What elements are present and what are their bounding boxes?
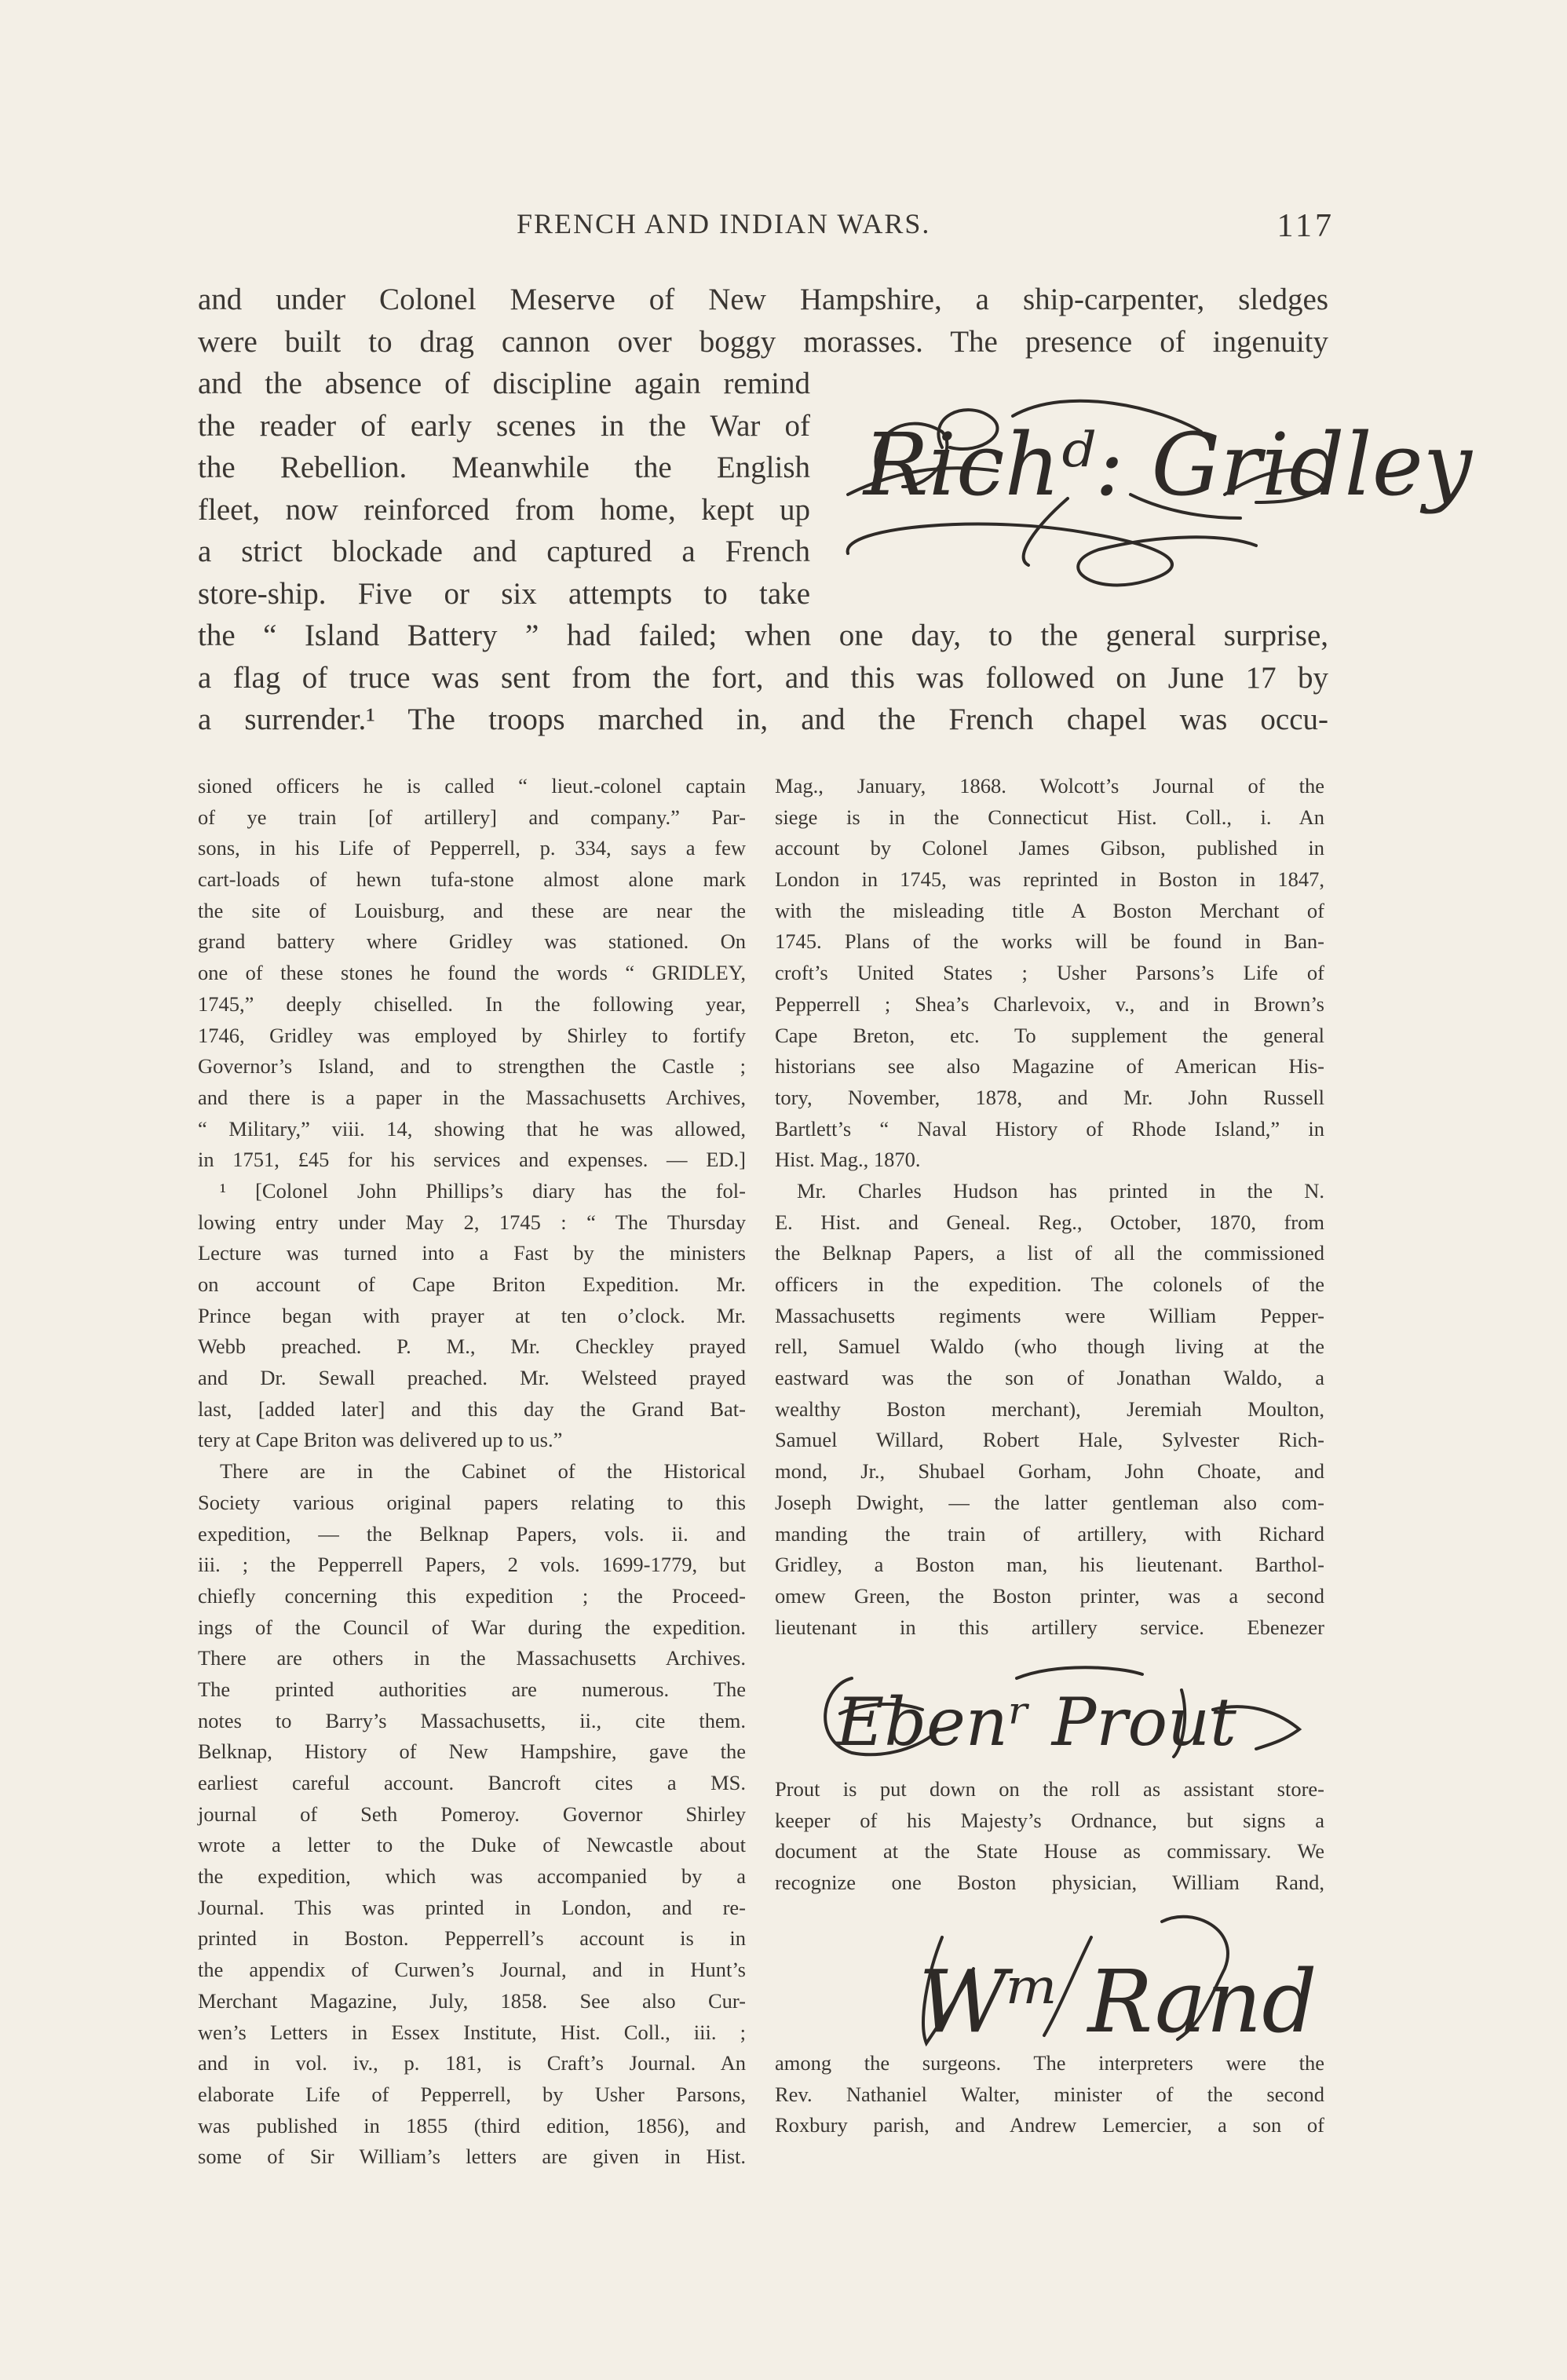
prout-signature-text: Ebenʳ Prout	[836, 1684, 1236, 1761]
page-number: 117	[1277, 208, 1335, 244]
gridley-signature-drawing	[832, 385, 1472, 620]
note-line: 1745,” deeply chiselled. In the following year,	[198, 991, 746, 1016]
main-line: the Rebellion. Meanwhile the English	[198, 451, 810, 484]
note-line: elaborate Life of Pepperrell, by Usher Parsons,	[198, 2082, 746, 2106]
note-line: wealthy Boston merchant), Jeremiah Moulton,	[775, 1396, 1324, 1421]
note-line: Mr. Charles Hudson has printed in the N.	[797, 1178, 1324, 1203]
note-line: document at the State House as commissary. We	[775, 1839, 1324, 1863]
note-line: the Belknap Papers, a list of all the commissioned	[775, 1241, 1324, 1265]
note-line: Society various original papers relating to this	[198, 1490, 746, 1514]
note-line: account by Colonel James Gibson, published in	[775, 836, 1324, 860]
note-line: chiefly concerning this expedition ; the Proceed-	[198, 1583, 746, 1608]
note-line: ¹ [Colonel John Phillips’s diary has the fol-	[220, 1178, 746, 1203]
note-line: ings of the Council of War during the expedition.	[198, 1615, 746, 1639]
prout-signature-drawing	[805, 1655, 1307, 1772]
note-line: and Dr. Sewall preached. Mr. Welsteed prayed	[198, 1366, 746, 1390]
note-line: Samuel Willard, Robert Hale, Sylvester Rich-	[775, 1428, 1324, 1452]
notes-right-column-middle	[775, 1774, 1324, 1899]
note-line: Gridley, a Boston man, his lieutenant. Barthol-	[775, 1553, 1324, 1577]
note-line: “ Military,” viii. 14, showing that he was allowed,	[198, 1116, 746, 1141]
note-line: officers in the expedition. The colonels of the	[775, 1272, 1324, 1296]
main-line: fleet, now reinforced from home, kept up	[198, 492, 810, 527]
note-line: 1746, Gridley was employed by Shirley to fortify	[198, 1023, 746, 1047]
note-line: of ye train [of artillery] and company.” Par-	[198, 805, 746, 829]
note-line: Webb preached. P. M., Mr. Checkley prayed	[198, 1334, 746, 1359]
note-line: There are others in the Massachusetts Archives.	[198, 1646, 746, 1670]
note-line: keeper of his Majesty’s Ordnance, but signs a	[775, 1808, 1324, 1832]
running-title: FRENCH AND INDIAN WARS.	[517, 208, 931, 239]
note-line: eastward was the son of Jonathan Waldo, a	[775, 1366, 1324, 1390]
note-line: wen’s Letters in Essex Institute, Hist. Coll., iii. ;	[198, 2020, 746, 2044]
main-line: and the absence of discipline again remind	[198, 367, 810, 400]
note-line: manding the train of artillery, with Richard	[775, 1521, 1324, 1546]
note-line: Prince began with prayer at ten o’clock. Mr.	[198, 1303, 746, 1327]
note-line: on account of Cape Briton Expedition. Mr.	[198, 1272, 746, 1296]
note-line: in 1751, £45 for his services and expenses. — ED.]	[198, 1148, 746, 1172]
main-line: were built to drag cannon over boggy morasses. The presence of ingenuity	[198, 324, 1328, 359]
note-line: mond, Jr., Shubael Gorham, John Choate, and	[775, 1459, 1324, 1484]
note-line: among the surgeons. The interpreters were the	[775, 2051, 1324, 2075]
main-line: a strict blockade and captured a French	[198, 535, 810, 568]
note-line: Mag., January, 1868. Wolcott’s Journal of the	[775, 774, 1324, 798]
note-line: E. Hist. and Geneal. Reg., October, 1870, from	[775, 1210, 1324, 1234]
note-line: and in vol. iv., p. 181, is Craft’s Journal. An	[198, 2051, 746, 2075]
note-line: journal of Seth Pomeroy. Governor Shirley	[198, 1801, 746, 1826]
main-line: store-ship. Five or six attempts to take	[198, 576, 810, 611]
note-line: some of Sir William’s letters are given in Hist.	[198, 2145, 746, 2169]
note-line: and there is a paper in the Massachusetts Archives,	[198, 1085, 746, 1109]
note-line: sons, in his Life of Pepperrell, p. 334, says a few	[198, 836, 746, 860]
note-line: 1745. Plans of the works will be found in Ban-	[775, 929, 1324, 954]
note-line: last, [added later] and this day the Grand Bat-	[198, 1396, 746, 1421]
notes-left-column	[198, 771, 746, 2173]
note-line: lowing entry under May 2, 1745 : “ The Thursday	[198, 1210, 746, 1234]
prout-signature	[805, 1655, 1307, 1772]
note-line: lieutenant in this artillery service. Ebenezer	[775, 1615, 1324, 1639]
gridley-signature	[832, 385, 1472, 620]
note-line: Massachusetts regiments were William Pepper-	[775, 1303, 1324, 1327]
note-line: tery at Cape Briton was delivered up to us.”	[198, 1428, 563, 1452]
main-line: the reader of early scenes in the War of	[198, 408, 810, 443]
note-line: siege is in the Connecticut Hist. Coll., i. An	[775, 805, 1324, 829]
note-line: Cape Breton, etc. To supplement the general	[775, 1023, 1324, 1047]
note-line: with the misleading title A Boston Merchant of	[775, 898, 1324, 922]
note-line: Joseph Dwight, — the latter gentleman also com-	[775, 1490, 1324, 1514]
note-line: sioned officers he is called “ lieut.-colonel captain	[198, 774, 746, 798]
rand-signature-drawing	[895, 1906, 1317, 2063]
note-line: grand battery where Gridley was stationed. On	[198, 929, 746, 954]
note-line: Pepperrell ; Shea’s Charlevoix, v., and in Brown’s	[775, 991, 1324, 1016]
note-line: was published in 1855 (third edition, 1856), and	[198, 2113, 746, 2137]
notes-right-column	[775, 771, 1324, 1643]
note-line: recognize one Boston physician, William Rand,	[775, 1871, 1324, 1895]
note-line: Hist. Mag., 1870.	[775, 1148, 921, 1172]
note-line: the appendix of Curwen’s Journal, and in Hunt’s	[198, 1958, 746, 1982]
notes-right-column-bottom	[775, 2048, 1324, 2141]
main-line: and under Colonel Meserve of New Hampshire, a ship-carpenter, sledges	[198, 283, 1328, 316]
note-line: printed in Boston. Pepperrell’s account is in	[198, 1926, 746, 1951]
note-line: historians see also Magazine of American His-	[775, 1054, 1324, 1079]
note-line: the expedition, which was accompanied by a	[198, 1864, 746, 1889]
rand-signature	[895, 1906, 1317, 2063]
note-line: Roxbury parish, and Andrew Lemercier, a son of	[775, 2113, 1324, 2137]
note-line: Prout is put down on the roll as assistant store-	[775, 1777, 1324, 1801]
note-line: Belknap, History of New Hampshire, gave the	[198, 1739, 746, 1764]
note-line: Journal. This was printed in London, and re-	[198, 1895, 746, 1919]
note-line: Rev. Nathaniel Walter, minister of the second	[775, 2082, 1324, 2106]
note-line: omew Green, the Boston printer, was a second	[775, 1583, 1324, 1608]
note-line: notes to Barry’s Massachusetts, ii., cite them.	[198, 1708, 746, 1732]
rand-signature-text: Wᵐ Rand	[919, 1951, 1317, 2052]
note-line: earliest careful account. Bancroft cites a MS.	[198, 1771, 746, 1794]
note-line: rell, Samuel Waldo (who though living at the	[775, 1334, 1324, 1359]
note-line: iii. ; the Pepperrell Papers, 2 vols. 1699-1779, but	[198, 1553, 746, 1577]
running-head	[196, 207, 1335, 246]
gridley-signature-text: Richᵈ: Gridley	[864, 414, 1472, 515]
main-line: a flag of truce was sent from the fort, and this was followed on June 17 by	[198, 660, 1328, 695]
note-line: Governor’s Island, and to strengthen the Castle ;	[198, 1054, 746, 1079]
note-line: the site of Louisburg, and these are near the	[198, 898, 746, 922]
main-line: the “ Island Battery ” had failed; when one day, to the general surprise,	[198, 619, 1328, 652]
note-line: croft’s United States ; Usher Parsons’s Life of	[775, 961, 1324, 985]
note-line: cart-loads of hewn tufa-stone almost alone mark	[198, 867, 746, 892]
note-line: The printed authorities are numerous. The	[198, 1677, 746, 1701]
note-line: London in 1745, was reprinted in Boston in 1847,	[775, 867, 1324, 892]
note-line: one of these stones he found the words “ GRIDLEY,	[198, 961, 746, 985]
main-line: a surrender.¹ The troops marched in, and the French chapel was occu-	[198, 703, 1328, 736]
note-line: Bartlett’s “ Naval History of Rhode Island,” in	[775, 1116, 1324, 1141]
note-line: wrote a letter to the Duke of Newcastle about	[198, 1833, 746, 1857]
note-line: expedition, — the Belknap Papers, vols. ii. and	[198, 1521, 746, 1546]
note-line: There are in the Cabinet of the Historical	[220, 1459, 746, 1484]
note-line: tory, November, 1878, and Mr. John Russell	[775, 1085, 1324, 1109]
note-line: Merchant Magazine, July, 1858. See also Cur-	[198, 1988, 746, 2013]
note-line: Lecture was turned into a Fast by the ministers	[198, 1241, 746, 1265]
